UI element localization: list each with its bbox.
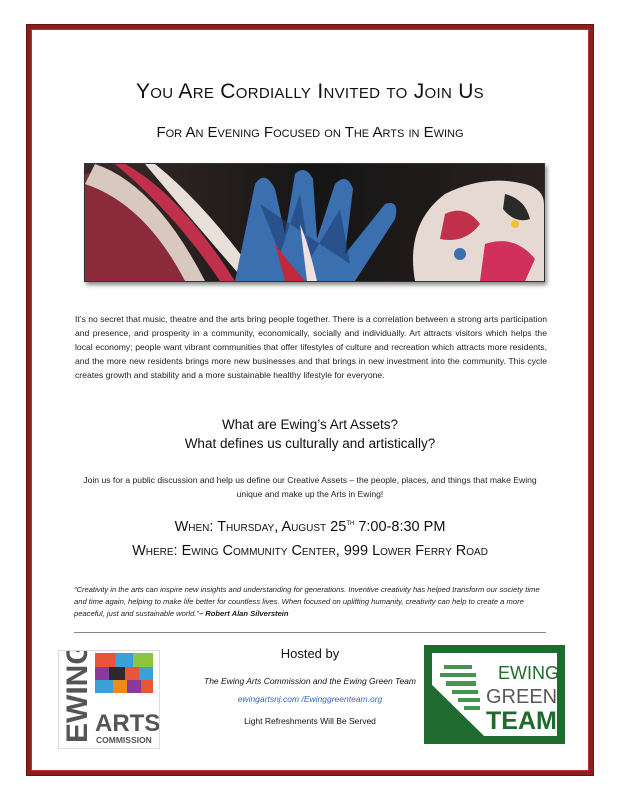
quote-text: “Creativity in the arts can inspire new insights and understanding for generations. Inventive creativity has helped transform our society time and time again, helping to make life better for countless lives. When focused on uplifting humanity, creativity can help to create a more peaceful, just and sustainable world.”: [74, 585, 540, 618]
when-day-suffix: th: [346, 518, 355, 527]
green-logo-team: TEAM: [486, 707, 557, 735]
where-label: Where:: [132, 543, 178, 559]
host-websites-link[interactable]: ewingartsnj.com /Ewinggreenteam.org: [237, 694, 383, 704]
quote-author: – Robert Alan Silverstein: [198, 609, 289, 618]
where-value: Ewing Community Center, 999 Lower Ferry Road: [181, 543, 488, 559]
creativity-quote: [74, 584, 550, 620]
event-when: [0, 518, 620, 535]
svg-text:EWING: EWING: [61, 651, 94, 743]
hosted-by-heading: Hosted by: [280, 646, 340, 661]
hands-art-banner: [84, 163, 545, 282]
ewing-green-team-logo: [424, 645, 565, 744]
event-where: [0, 543, 620, 559]
question-culture: What defines us culturally and artistically?: [184, 436, 436, 451]
green-logo-green: GREEN: [486, 686, 558, 708]
arts-logo-word: ARTS: [95, 710, 159, 737]
when-day: Thursday, August 25: [217, 518, 347, 535]
hosts-names: The Ewing Arts Commission and the Ewing Green Team: [204, 676, 416, 686]
refreshments-note: Light Refreshments Will Be Served: [244, 716, 376, 726]
invitation-subtitle: For An Evening Focused on The Arts in Ewing: [156, 124, 464, 141]
question-art-assets: What are Ewing’s Art Assets?: [221, 417, 399, 432]
questions-block: [0, 415, 620, 453]
commission-logo-word: COMMISSION: [96, 735, 152, 745]
when-label: When:: [174, 518, 214, 535]
divider: [74, 632, 546, 633]
intro-paragraph: It’s no secret that music, theatre and the arts bring people together. There is a correlation between a strong arts participation and presence, and prosperity in a community, economically, socially and individually. Art attracts visitors which helps the local economy; people want vibrant communities that offer lifestyles of culture and recreation which attracts more residents, and the more new residents brings more new businesses and that brings in new investment into the community. This cycle creates growth and stability and a more sustainable healthy lifestyle for everyone.: [75, 314, 547, 380]
join-paragraph: Join us for a public discussion and help us define our Creative Assets – the people, places, and things that make Ewing unique and make up the Arts in Ewing!: [83, 475, 537, 499]
when-time: 7:00-8:30 PM: [358, 518, 446, 535]
invitation-title: You Are Cordially Invited to Join Us: [136, 80, 484, 103]
green-logo-ewing: EWING: [498, 663, 559, 683]
